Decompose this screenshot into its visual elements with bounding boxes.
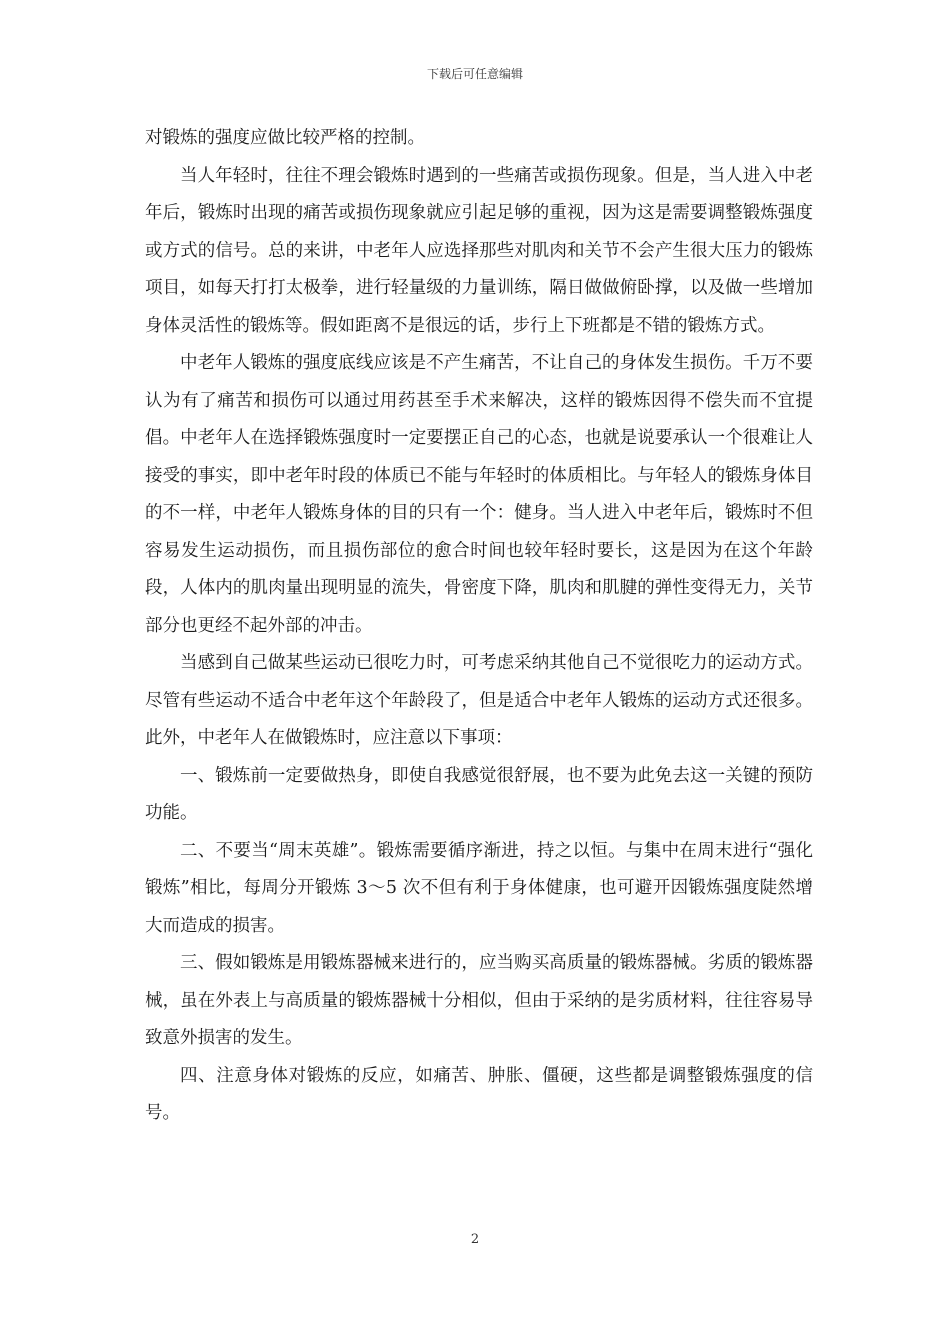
document-body xyxy=(145,120,813,1133)
list-item-3: 三、假如锻炼是用锻炼器械来进行的，应当购买高质量的锻炼器械。劣质的锻炼器械，虽在外表上与高质量的锻炼器械十分相似，但由于采纳的是劣质材料，往往容易导致意外损害的发生。 xyxy=(145,953,813,1048)
paragraph: 当感到自己做某些运动已很吃力时，可考虑采纳其他自己不觉很吃力的运动方式。尽管有些运动不适合中老年这个年龄段了，但是适合中老年人锻炼的运动方式还很多。此外，中老年人在做锻炼时，应注意以下事项： xyxy=(145,653,813,748)
list-item-1: 一、锻炼前一定要做热身，即使自我感觉很舒展，也不要为此免去这一关键的预防功能。 xyxy=(145,765,813,823)
page-number: 2 xyxy=(470,1232,480,1247)
paragraph-continuation: 对锻炼的强度应做比较严格的控制。 xyxy=(145,128,425,148)
page-header: 下载后可任意编辑 xyxy=(426,67,523,81)
paragraph: 中老年人锻炼的强度底线应该是不产生痛苦，不让自己的身体发生损伤。千万不要认为有了痛苦和损伤可以通过用药甚至手术来解决，这样的锻炼因得不偿失而不宜提倡。中老年人在选择锻炼强度时一定要摆正自己的心态，也就是说要承认一个很难让人接受的事实，即中老年时段的体质已不能与年轻时的体质相比。与年轻人的锻炼身体目的不一样，中老年人锻炼身体的目的只有一个：健身。当人进入中老年后，锻炼时不但容易发生运动损伤，而且损伤部位的愈合时间也较年轻时要长，这是因为在这个年龄段，人体内的肌肉量出现明显的流失，骨密度下降，肌肉和肌腱的弹性变得无力，关节部分也更经不起外部的冲击。 xyxy=(145,353,813,636)
list-item-2: 二、不要当“周末英雄”。锻炼需要循序渐进，持之以恒。与集中在周末进行“强化锻炼”相比，每周分开锻炼 3～5 次不但有利于身体健康，也可避开因锻炼强度陡然增大而造成的损害。 xyxy=(145,840,813,936)
list-item-4: 四、注意身体对锻炼的反应，如痛苦、肿胀、僵硬，这些都是调整锻炼强度的信号。 xyxy=(145,1065,813,1123)
paragraph: 当人年轻时，往往不理会锻炼时遇到的一些痛苦或损伤现象。但是，当人进入中老年后，锻炼时出现的痛苦或损伤现象就应引起足够的重视，因为这是需要调整锻炼强度或方式的信号。总的来讲，中老年人应选择那些对肌肉和关节不会产生很大压力的锻炼项目，如每天打打太极拳，进行轻量级的力量训练，隔日做做俯卧撑，以及做一些增加身体灵活性的锻炼等。假如距离不是很远的话，步行上下班都是不错的锻炼方式。 xyxy=(145,165,813,336)
